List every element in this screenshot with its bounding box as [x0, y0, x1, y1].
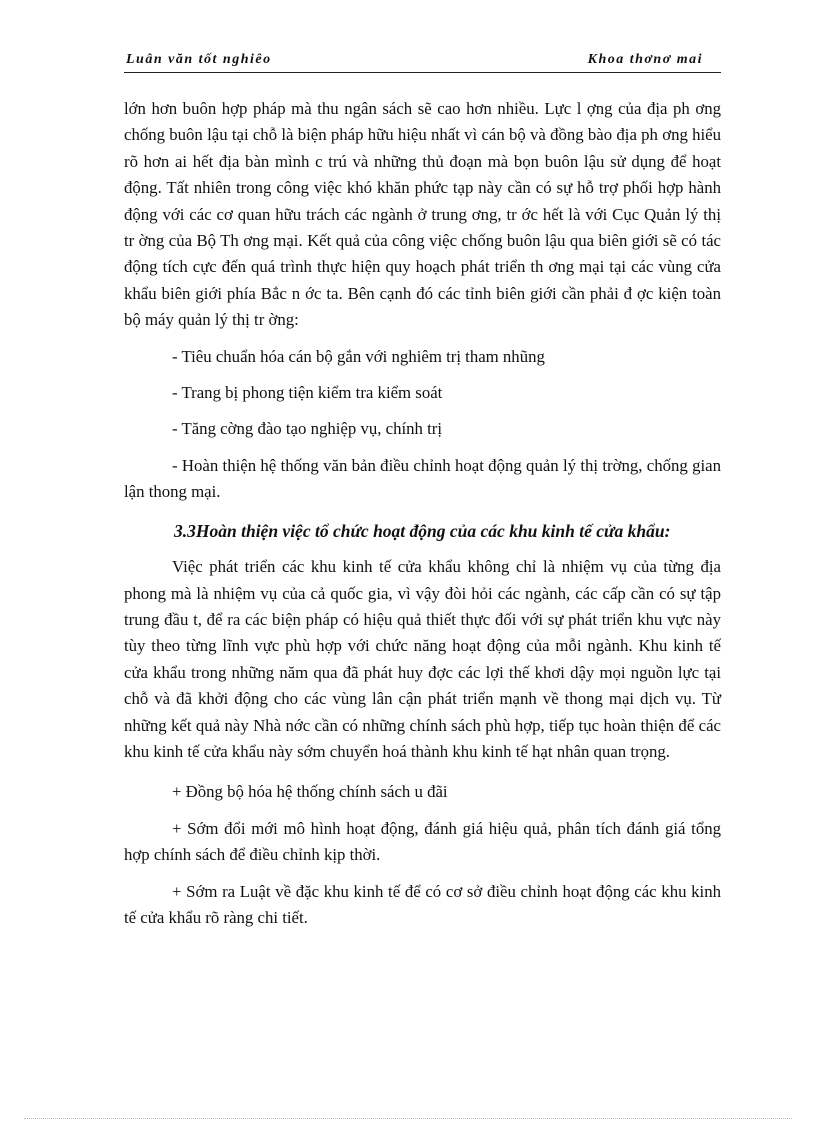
list-item: + Sớm đổi mới mô hình hoạt động, đánh giá hiệu quả, phân tích đánh giá tổng hợp chính sách để điều chỉnh kịp thời. — [124, 818, 721, 865]
section-heading: 3.3Hoàn thiện việc tổ chức hoạt động của các khu kinh tế cửa khẩu: — [174, 520, 671, 541]
document-body — [124, 96, 721, 931]
page-header — [124, 50, 721, 73]
footer-divider — [24, 1118, 792, 1119]
section-paragraph: Việc phát triển các khu kinh tế cửa khẩu không chỉ là nhiệm vụ của từng địa phong mà là nhiệm vụ của cả quốc gia, vì vậy đòi hỏi các ngành, các cấp cần có sự tập trung đầu t, để ra các biện pháp có hiệu quả thiết thực đối với sự phát triển khu vực này tùy theo từng lĩnh vực phù hợp với chức năng hoạt động của mỗi ngành. Khu kinh tế cửa khẩu trong những năm qua đã phát huy đợc các lợi thế khơi dậy mọi nguồn lực tại chỗ và đã khởi động cho các vùng lân cận phát triển mạnh về thong mại dịch vụ. Từ những kết quả này Nhà nớc cần có những chính sách phù hợp, tiếp tục hoàn thiện để các khu kinh tế cửa khẩu này sớm chuyển hoá thành khu kinh tế hạt nhân quan trọng. — [124, 557, 721, 761]
list-item: - Trang bị phong tiện kiểm tra kiểm soát — [172, 383, 443, 403]
header-left-text: Luân văn tốt nghiêo — [126, 52, 272, 67]
paragraph-continuation: lớn hơn buôn hợp pháp mà thu ngân sách sẽ cao hơn nhiều. Lực l ợng của địa ph ơng chống buôn lậu tại chỗ là biện pháp hữu hiệu nhất vì cán bộ và đồng bào địa ph ơng hiểu rõ hơn ai hết địa bàn mình c trú và những thủ đoạn mà bọn buôn lậu sử dụng để hoạt động. Tất nhiên trong công việc khó khăn phức tạp này cần có sự hỗ trợ phối hợp hành động với các cơ quan hữu trách các ngành ở trung ơng, tr ớc hết là với Cục Quản lý thị tr ờng của Bộ Th ơng mại. Kết quả của công việc chống buôn lậu qua biên giới sẽ có tác động tích cực đến quá trình thực hiện quy hoạch phát triển th ơng mại tại các vùng cửa khẩu biên giới phía Bắc n ớc ta. Bên cạnh đó các tỉnh biên giới cần phải đ ợc kiện toàn bộ máy quản lý thị tr ờng: — [124, 99, 721, 330]
header-right-text: Khoa thơnơ mai — [587, 52, 703, 67]
list-item: - Tiêu chuẩn hóa cán bộ gắn với nghiêm trị tham nhũng — [172, 346, 545, 366]
list-item: - Hoàn thiện hệ thống văn bản điều chỉnh hoạt động quản lý thị trờng, chống gian lận thong mại. — [124, 455, 721, 502]
list-item: + Đồng bộ hóa hệ thống chính sách u đãi — [172, 782, 448, 802]
list-item: + Sớm ra Luật về đặc khu kinh tế để có cơ sở điều chỉnh hoạt động các khu kinh tế cửa khẩu rõ ràng chi tiết. — [124, 881, 721, 927]
list-item: - Tăng cờng đào tạo nghiệp vụ, chính trị — [172, 419, 443, 439]
